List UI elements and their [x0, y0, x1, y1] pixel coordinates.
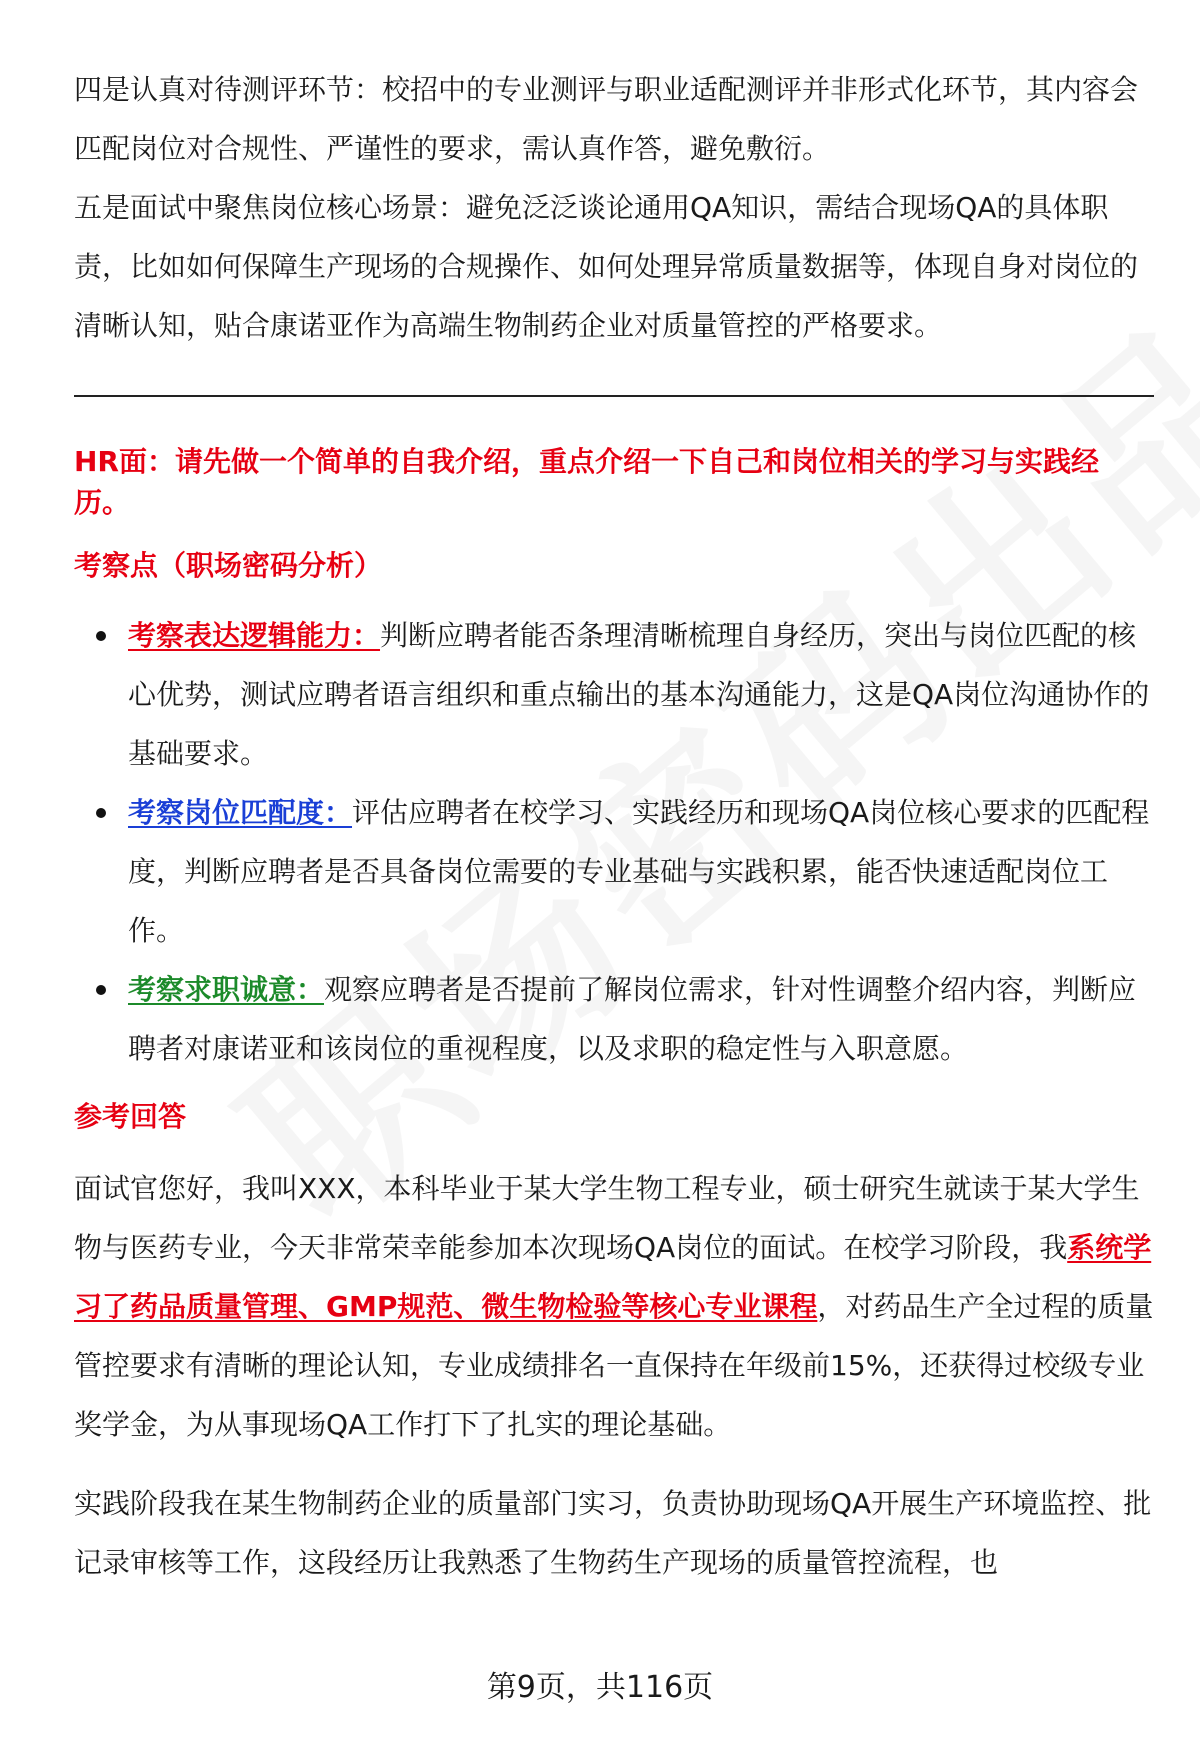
analysis-point-lead: 考察求职诚意： [128, 973, 325, 1006]
bullet-icon [96, 808, 106, 818]
analysis-point-lead: 考察岗位匹配度： [128, 796, 353, 829]
analysis-title: 考察点（职场密码分析） [74, 549, 383, 582]
answer-p1-after: ，对药品生产全过程的质量管控要求有清晰的理论认知，专业成绩排名一直保持在年级前15%，还获得过校级专业奖学金，为从事现场QA工作打下了扎实的理论基础。 [74, 1290, 1154, 1441]
section-divider [74, 395, 1154, 397]
answer-paragraph-2: 实践阶段我在某生物制药企业的质量部门实习，负责协助现场QA开展生产环境监控、批记录审核等工作，这段经历让我熟悉了生物药生产现场的质量管控流程，也 [74, 1487, 1152, 1579]
answer-body [74, 1159, 1154, 1592]
intro-paragraph-4: 四是认真对待测评环节：校招中的专业测评与职业适配测评并非形式化环节，其内容会匹配岗位对合规性、严谨性的要求，需认真作答，避免敷衍。 [74, 73, 1139, 165]
analysis-point-lead: 考察表达逻辑能力： [128, 619, 381, 652]
analysis-point-text: 判断应聘者能否条理清晰梳理自身经历，突出与岗位匹配的核心优势，测试应聘者语言组织和重点输出的基本沟通能力，这是QA岗位沟通协作的基础要求。 [128, 619, 1150, 770]
answer-paragraph-1 [74, 1159, 1154, 1454]
document-page [74, 60, 1154, 1592]
analysis-point [74, 960, 1154, 1078]
bullet-icon [96, 985, 106, 995]
analysis-points-list [74, 606, 1154, 1078]
answer-title: 参考回答 [74, 1100, 187, 1133]
bullet-icon [96, 631, 106, 641]
page-footer: 第9页，共116页 [486, 1670, 714, 1705]
answer-p1-before: 面试官您好，我叫XXX，本科毕业于某大学生物工程专业，硕士研究生就读于某大学生物与医药专业，今天非常荣幸能参加本次现场QA岗位的面试。在校学习阶段，我 [74, 1172, 1140, 1264]
analysis-point-text: 评估应聘者在校学习、实践经历和现场QA岗位核心要求的匹配程度，判断应聘者是否具备岗位需要的专业基础与实践积累，能否快速适配岗位工作。 [128, 796, 1150, 947]
analysis-point-text: 观察应聘者是否提前了解岗位需求，针对性调整介绍内容，判断应聘者对康诺亚和该岗位的重视程度，以及求职的稳定性与入职意愿。 [128, 973, 1137, 1065]
analysis-point [74, 783, 1154, 960]
intro-paragraph-5: 五是面试中聚焦岗位核心场景：避免泛泛谈论通用QA知识，需结合现场QA的具体职责，比如如何保障生产现场的合规操作、如何处理异常质量数据等，体现自身对岗位的清晰认知，贴合康诺亚作为高端生物制药企业对质量管控的严格要求。 [74, 191, 1139, 342]
question-title: HR面：请先做一个简单的自我介绍，重点介绍一下自己和岗位相关的学习与实践经历。 [74, 445, 1099, 519]
answer-p1-highlight: 系统学习了药品质量管理、GMP规范、微生物检验等核心专业课程 [74, 1231, 1152, 1323]
analysis-point [74, 606, 1154, 783]
